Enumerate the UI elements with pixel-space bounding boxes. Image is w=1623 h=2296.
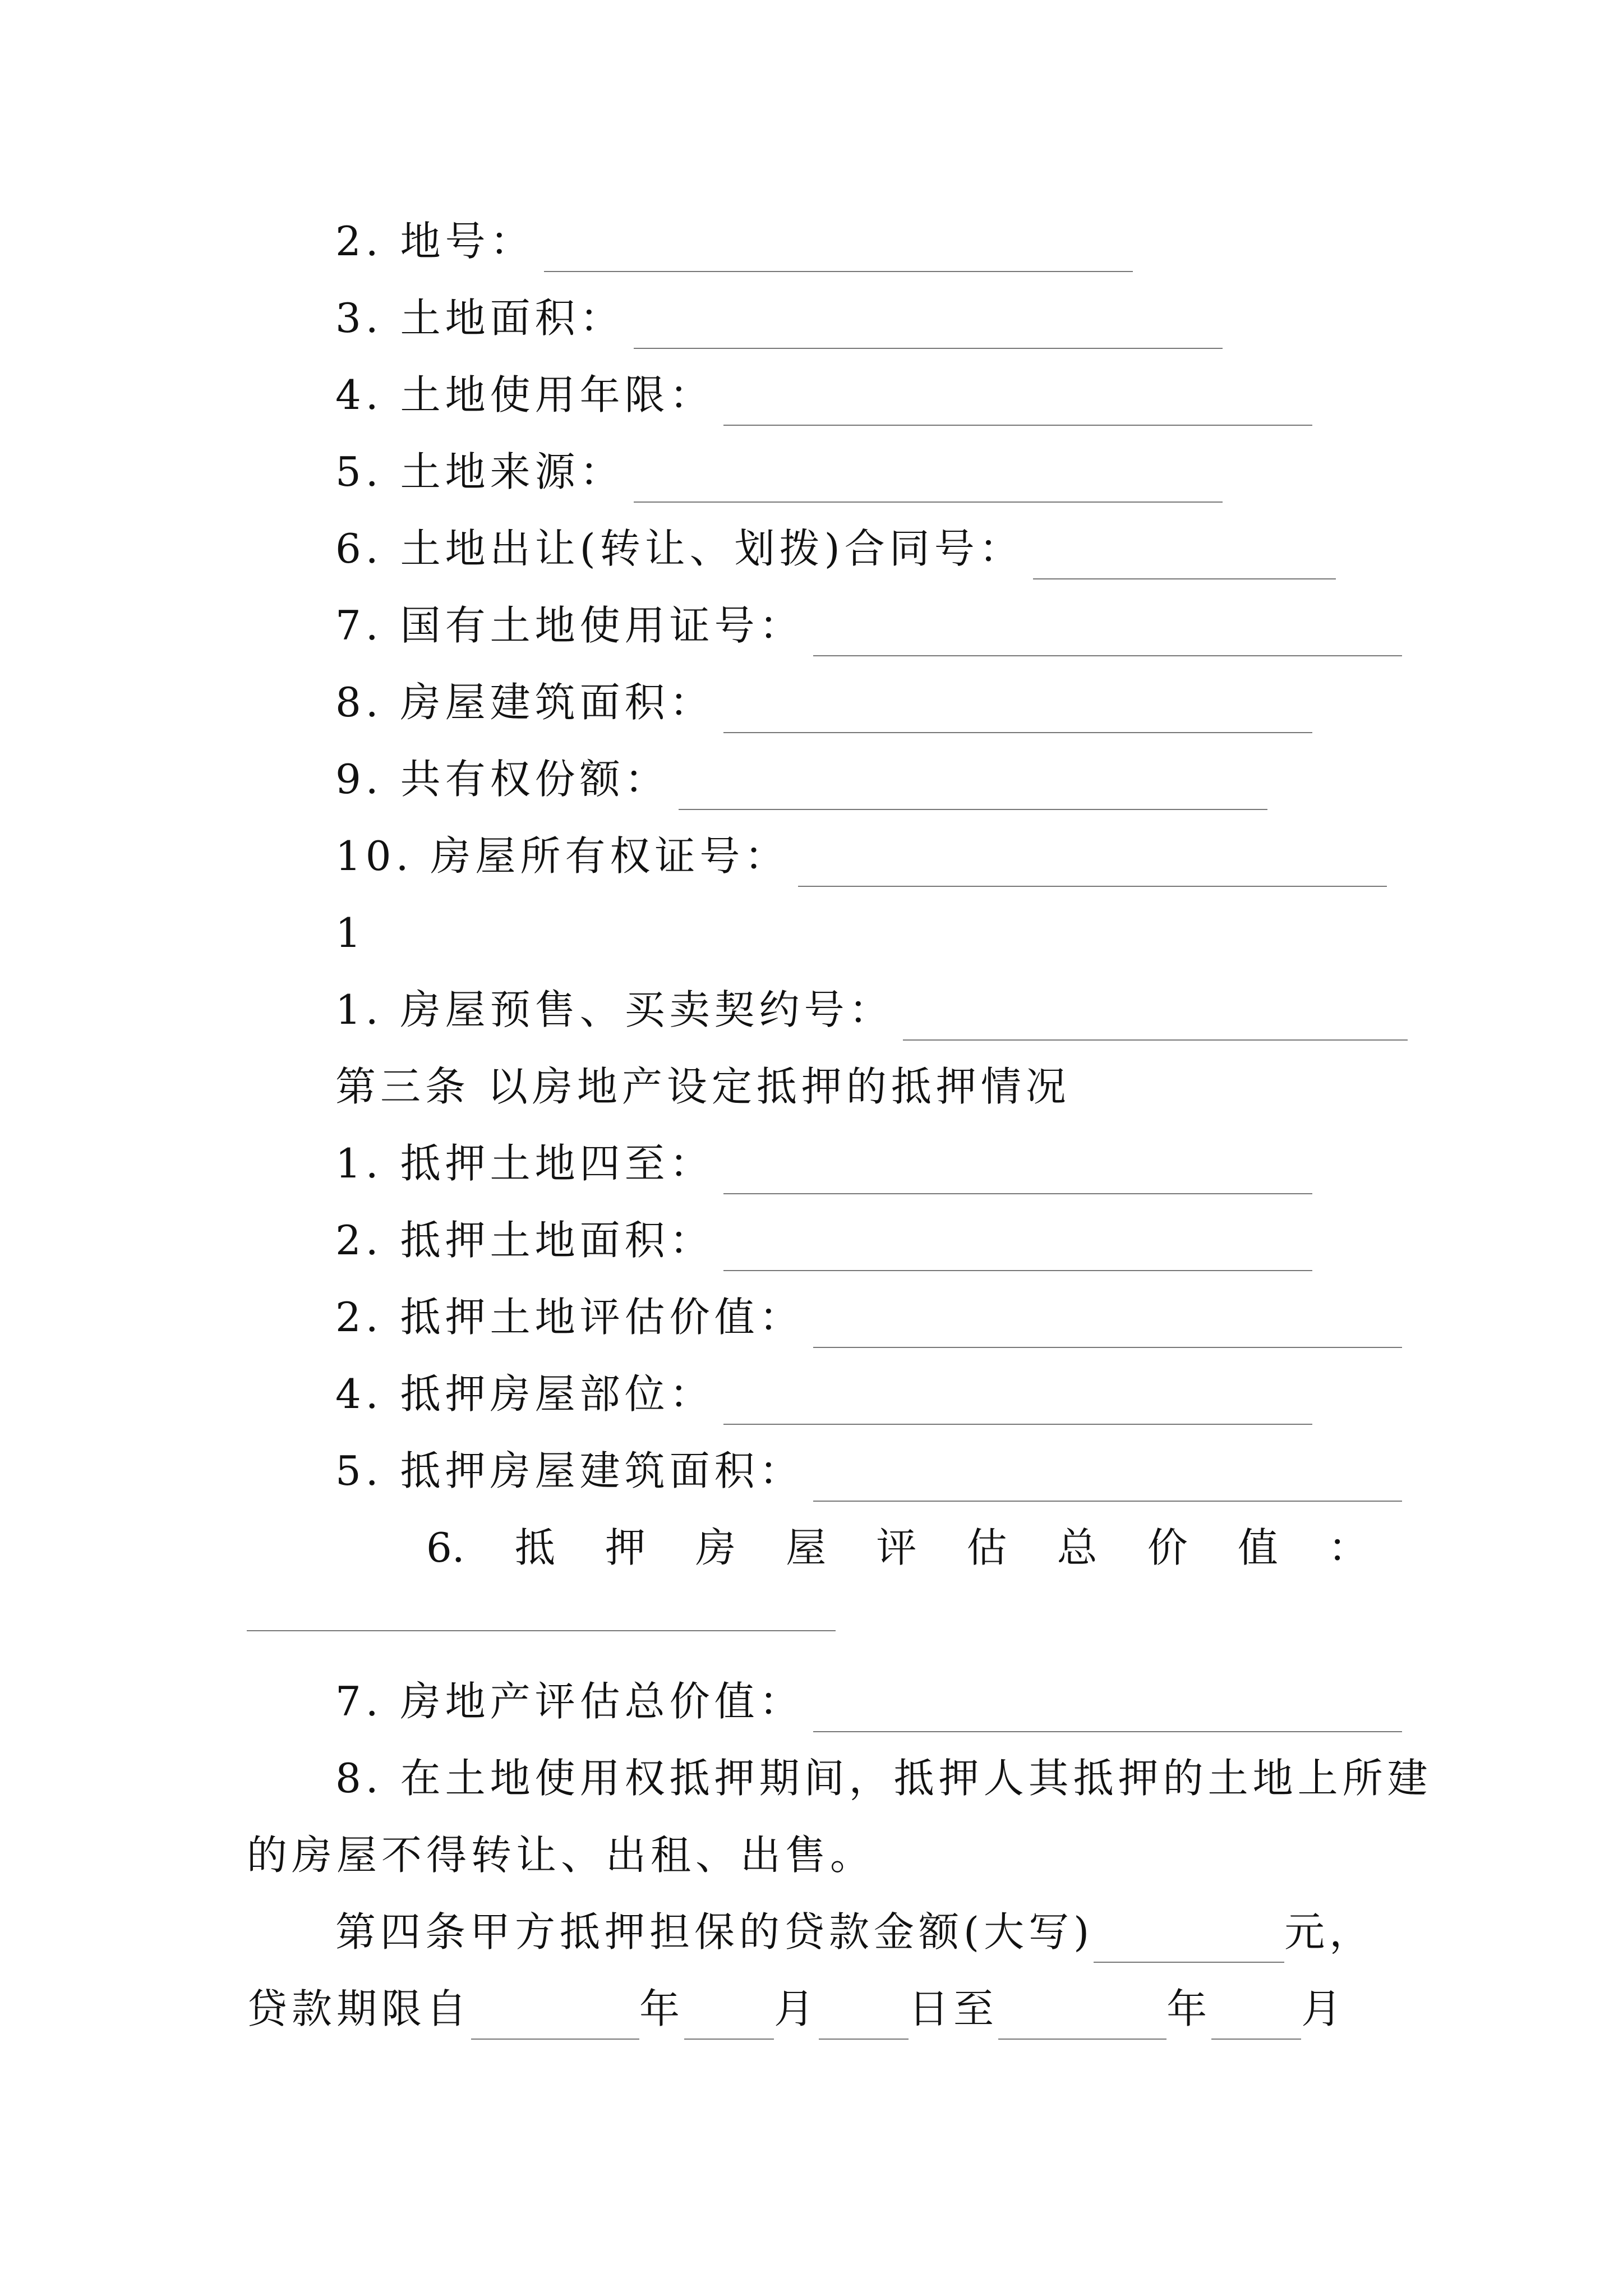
fill-blank[interactable] (634, 348, 1223, 349)
month-blank[interactable] (684, 2039, 774, 2040)
field-mortgage-land-boundary (335, 1135, 1312, 1194)
field-label: 10. 房屋所有权证号： (335, 832, 790, 880)
fill-blank[interactable] (1033, 578, 1336, 579)
field-label: 4. 土地使用年限： (335, 371, 714, 418)
fill-blank[interactable] (247, 1630, 836, 1631)
fill-blank[interactable] (903, 1039, 1408, 1041)
fill-blank[interactable] (723, 425, 1312, 426)
clause-text: 月 (1301, 1985, 1347, 2032)
label-char: 屋 (786, 1524, 827, 1571)
fill-blank[interactable] (813, 1501, 1402, 1502)
clause-text: 日至 (909, 1985, 999, 2032)
label-char: 抵 (514, 1524, 555, 1571)
field-land-source (335, 444, 1223, 503)
field-land-use-term (335, 367, 1312, 426)
article-3-heading (335, 1059, 1071, 1115)
label-char: 总 (1057, 1524, 1098, 1571)
field-co-ownership-share (335, 751, 1267, 810)
article-4-line-1 (335, 1904, 1374, 1963)
clause-text: 的房屋不得转让、出租、出售。 (247, 1832, 875, 1879)
fill-blank[interactable] (813, 655, 1402, 656)
field-mortgage-house-area (335, 1443, 1402, 1502)
label-char: 押 (605, 1524, 645, 1571)
clause-8-line-1 (335, 1750, 1432, 1806)
month-blank[interactable] (1211, 2039, 1301, 2040)
label-char: 评 (876, 1524, 917, 1571)
fill-blank[interactable] (813, 1731, 1402, 1732)
label-char: 价 (1147, 1524, 1188, 1571)
label-char: ： (1327, 1524, 1368, 1571)
clause-text: 第四条甲方抵押担保的贷款金额(大写) (335, 1908, 1094, 1955)
article-4-line-2 (247, 1981, 1346, 2040)
item-number-fragment (335, 905, 366, 961)
field-label: 4. 抵押房屋部位： (335, 1370, 714, 1418)
label-char: 房 (695, 1524, 736, 1571)
field-label: 5. 抵押房屋建筑面积： (335, 1447, 804, 1494)
field-label: 7. 房地产评估总价值： (335, 1678, 804, 1725)
clause-text: 贷款期限自 (247, 1985, 472, 2032)
amount-blank[interactable] (1094, 1962, 1284, 1963)
label-char: 估 (966, 1524, 1007, 1571)
field-mortgage-land-value (335, 1289, 1402, 1348)
fill-blank[interactable] (723, 1424, 1312, 1425)
clause-text: 8. 在土地使用权抵押期间，抵押人其抵押的土地上所建 (335, 1755, 1432, 1802)
day-blank[interactable] (819, 2039, 909, 2040)
field-label: 7. 国有土地使用证号： (335, 602, 804, 649)
field-land-number (335, 213, 1133, 272)
field-label: 1 (335, 909, 366, 956)
year-blank[interactable] (471, 2039, 639, 2040)
field-label: 8. 房屋建筑面积： (335, 679, 714, 726)
field-land-area (335, 290, 1223, 349)
field-building-area (335, 674, 1312, 733)
clause-text: 年 (1166, 1985, 1212, 2032)
field-land-use-cert-no (335, 597, 1402, 656)
field-mortgage-land-area (335, 1212, 1312, 1271)
field-label: 6. 土地出让(转让、划拨)合同号： (335, 525, 1024, 572)
field-label: 9. 共有权份额： (335, 756, 670, 803)
field-presale-contract-no (335, 982, 1408, 1041)
fill-blank[interactable] (634, 501, 1223, 503)
field-label: 1. 房屋预售、买卖契约号： (335, 986, 894, 1033)
fill-blank[interactable] (723, 732, 1312, 733)
field-label: 2. 抵押土地面积： (335, 1217, 714, 1264)
fill-blank[interactable] (544, 271, 1133, 272)
field-label: 1. 抵押土地四至： (335, 1140, 714, 1187)
label-char: 6. (426, 1524, 465, 1571)
field-label: 3. 土地面积： (335, 295, 625, 342)
fill-blank[interactable] (723, 1270, 1312, 1271)
field-real-estate-total-value (335, 1673, 1402, 1732)
field-label: 2. 地号： (335, 218, 535, 265)
year-blank[interactable] (998, 2039, 1166, 2040)
article-title: 第三条 以房地产设定抵押的抵押情况 (335, 1063, 1071, 1110)
field-mortgage-house-total-value (426, 1520, 1368, 1576)
clause-8-line-2 (247, 1827, 875, 1883)
clause-text: 元， (1284, 1908, 1375, 1955)
field-label: 2. 抵押土地评估价值： (335, 1294, 804, 1341)
fill-blank[interactable] (723, 1193, 1312, 1194)
field-house-ownership-cert-no (335, 828, 1387, 887)
label-char: 值 (1237, 1524, 1278, 1571)
field-label: 5. 土地来源： (335, 448, 625, 495)
field-mortgage-house-location (335, 1366, 1312, 1425)
fill-blank[interactable] (679, 809, 1267, 810)
clause-text: 年 (639, 1985, 685, 2032)
fill-blank[interactable] (798, 886, 1387, 887)
fill-blank[interactable] (813, 1347, 1402, 1348)
clause-text: 月 (774, 1985, 819, 2032)
field-transfer-contract-no (335, 521, 1336, 579)
